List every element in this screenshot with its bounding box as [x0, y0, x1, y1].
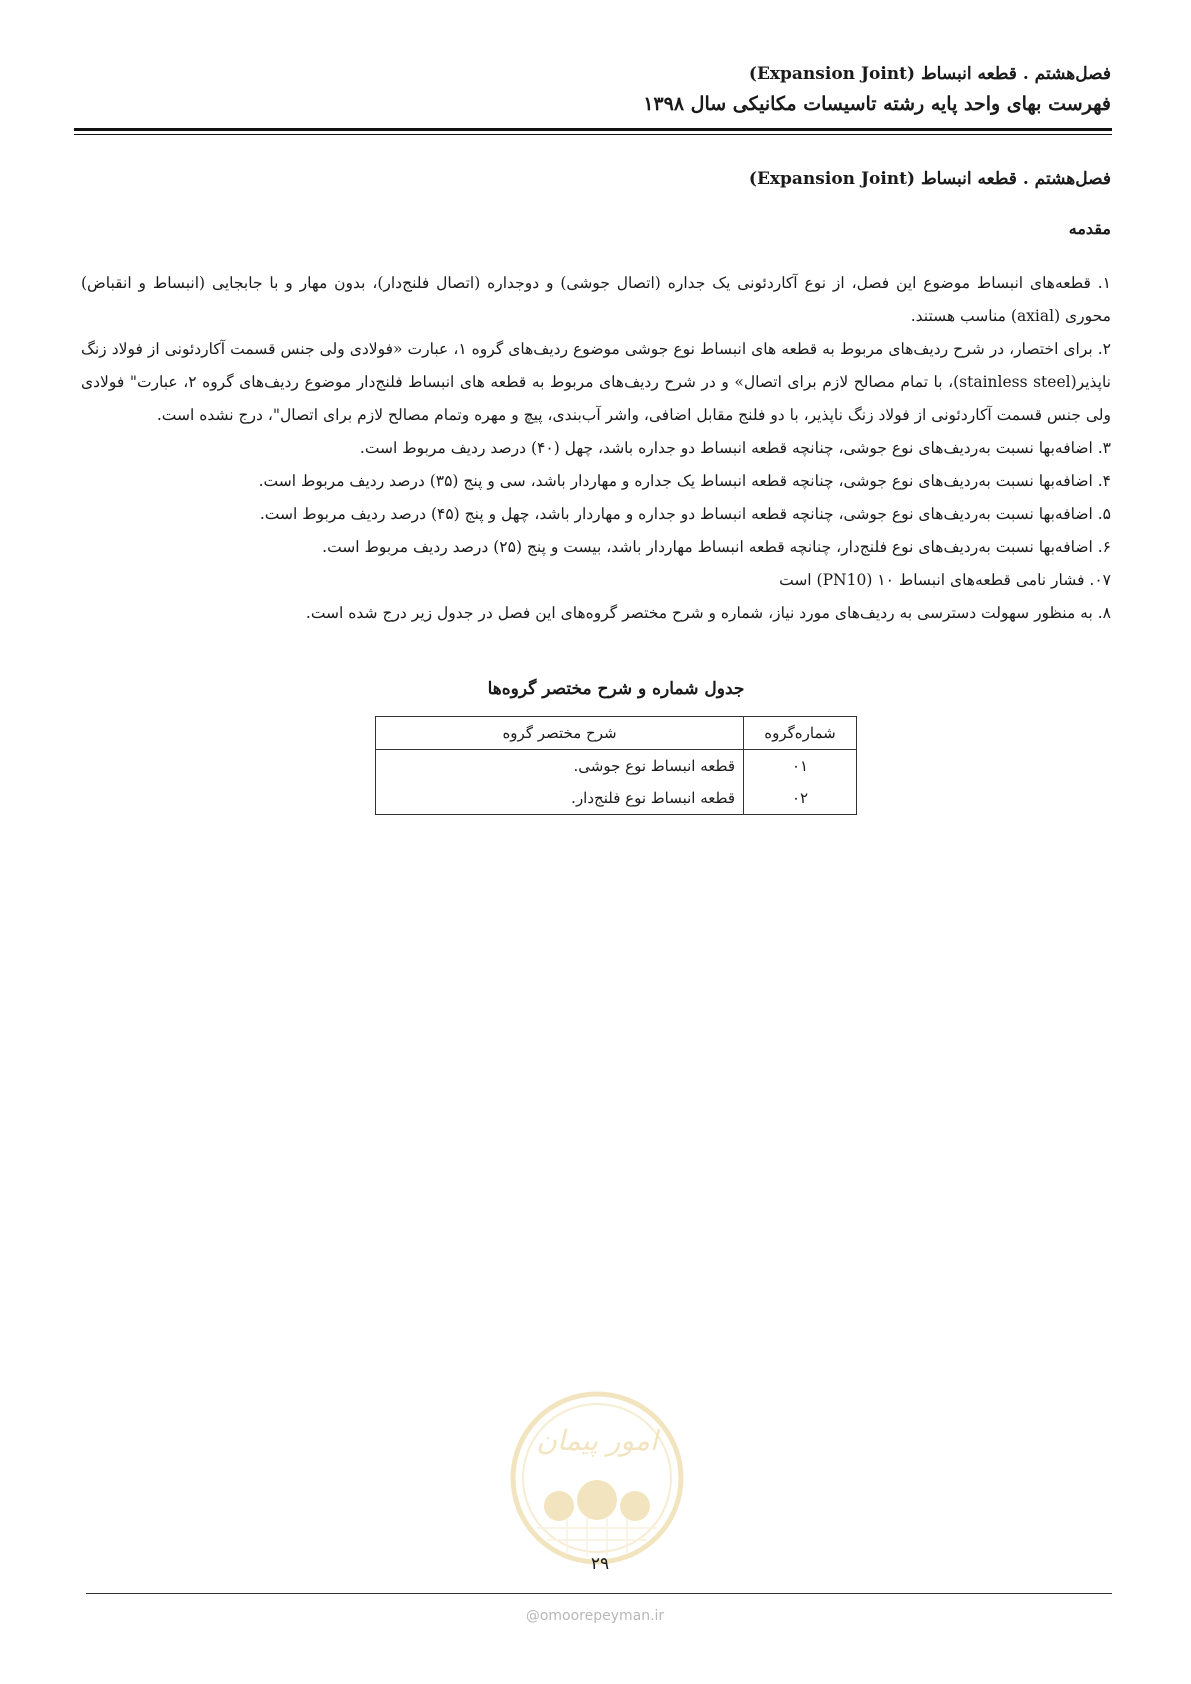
table-header-row	[376, 717, 857, 750]
header-document-title: فهرست بهای واحد پایه رشته تاسیسات مکانیکی سال ۱۳۹۸	[643, 93, 1111, 115]
intro-item: ۶. اضافه‌بها نسبت به‌ردیف‌های نوع فلنج‌دار، چنانچه قطعه انبساط مهاردار باشد، بیست و پنج (۲۵) درصد ردیف مربوط است.	[322, 538, 1111, 556]
page-header	[81, 60, 1111, 120]
groups-table	[375, 716, 857, 815]
col-header-number: شماره‌گروه	[744, 717, 857, 750]
page-content	[81, 165, 1111, 815]
header-rule-thin	[74, 134, 1112, 135]
group-desc: قطعه انبساط نوع جوشی.	[376, 750, 744, 783]
table-row	[376, 750, 857, 783]
table-title: جدول شماره و شرح مختصر گروه‌ها	[487, 679, 745, 699]
group-number: ۰۲	[744, 782, 857, 815]
intro-item: ۸. به منظور سهولت دسترسی به ردیف‌های مورد نیاز، شماره و شرح مختصر گروه‌های این فصل در جدول زیر درج شده است.	[305, 604, 1111, 622]
intro-item: ۲. برای اختصار، در شرح ردیف‌های مربوط به قطعه های انبساط نوع جوشی موضوع ردیف‌های گروه ۱، عبارت «فولادی ولی جنس قسمت آکاردئونی از فولاد زنگ ناپذیر(stainless steel)، با تمام مصالح لازم برای اتصال» و در شرح ردیف‌های مربوط به قطعه های انبساط فلنج‌دار موضوع ردیف‌های گروه ۲، عبارت" فولادی ولی جنس قسمت آکاردئونی از فولاد زنگ ناپذیر، با دو فلنج مقابل اضافی، واشر آب‌بندی، پیچ و مهره وتمام مصالح لازم برای اتصال"، درج نشده است.	[81, 340, 1111, 424]
omoorepeyman-seal-icon	[507, 1388, 687, 1568]
col-header-desc: شرح مختصر گروه	[376, 717, 744, 750]
page-number: ۲۹	[590, 1554, 610, 1574]
group-number: ۰۱	[744, 750, 857, 783]
footer-rule	[86, 1593, 1112, 1594]
chapter-title: فصل‌هشتم . قطعه انبساط (Expansion Joint)	[748, 169, 1111, 189]
header-chapter-title: فصل‌هشتم . قطعه انبساط (Expansion Joint)	[748, 64, 1111, 84]
intro-heading: مقدمه	[1068, 219, 1111, 238]
intro-item: ۵. اضافه‌بها نسبت به‌ردیف‌های نوع جوشی، چنانچه قطعه انبساط دو جداره و مهاردار باشد، چهل و پنج (۴۵) درصد ردیف مربوط است.	[259, 505, 1111, 523]
intro-item: ۱. قطعه‌های انبساط موضوع این فصل، از نوع آکاردئونی یک جداره (اتصال جوشی) و دوجداره (اتصال فلنج‌دار)، بدون مهار و با جابجایی (انبساط و انقباض) محوری (axial) مناسب هستند.	[81, 274, 1111, 325]
intro-item: ۰۷. فشار نامی قطعه‌های انبساط ۱۰ (PN10) است	[779, 571, 1111, 589]
header-rule-thick	[74, 128, 1112, 131]
watermark-text: امور پیمان	[536, 1424, 658, 1457]
group-desc: قطعه انبساط نوع فلنج‌دار.	[376, 782, 744, 815]
watermark-url: @omoorepeyman.ir	[525, 1608, 665, 1624]
intro-item: ۴. اضافه‌بها نسبت به‌ردیف‌های نوع جوشی، چنانچه قطعه انبساط یک جداره و مهاردار باشد، سی و پنج (۳۵) درصد ردیف مربوط است.	[258, 472, 1111, 490]
intro-item: ۳. اضافه‌بها نسبت به‌ردیف‌های نوع جوشی، چنانچه قطعه انبساط دو جداره باشد، چهل (۴۰) درصد ردیف مربوط است.	[359, 439, 1111, 457]
table-row	[376, 782, 857, 815]
intro-items	[81, 267, 1111, 630]
